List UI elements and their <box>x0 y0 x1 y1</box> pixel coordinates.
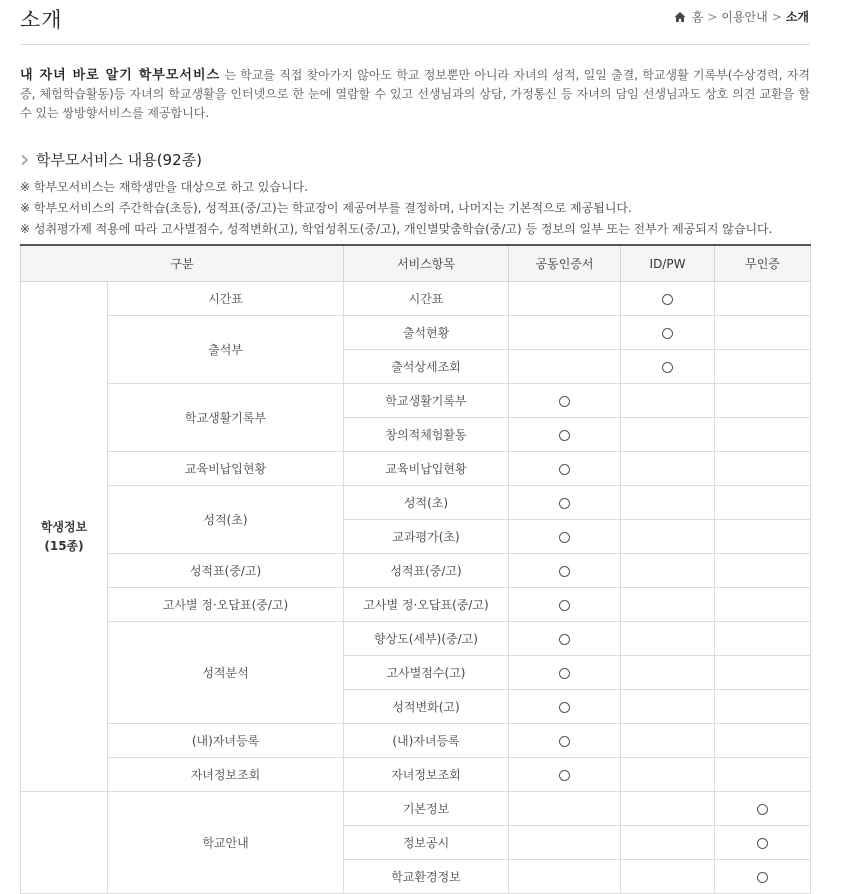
group-cell: 교육비납입현황 <box>108 452 344 486</box>
item-cell: 교육비납입현황 <box>344 452 509 486</box>
available-mark-icon <box>559 736 570 747</box>
idpw-cell <box>621 690 715 724</box>
idpw-cell <box>621 316 715 350</box>
none-cell <box>715 350 811 384</box>
group-cell: 학교안내 <box>108 792 344 894</box>
none-cell <box>715 554 811 588</box>
item-cell: 고사별 정·오답표(중/고) <box>344 588 509 622</box>
cert-cell <box>509 826 621 860</box>
item-cell: 출석현황 <box>344 316 509 350</box>
note-item: ※ 학부모서비스는 재학생만을 대상으로 하고 있습니다. <box>20 180 308 194</box>
available-mark-icon <box>559 634 570 645</box>
header-category: 구분 <box>21 245 344 282</box>
intro-paragraph <box>20 66 810 123</box>
item-cell: 창의적체험활동 <box>344 418 509 452</box>
none-cell <box>715 282 811 316</box>
note-item: ※ 학부모서비스의 주간학습(초등), 성적표(중/고)는 학교장이 제공여부를 결정하며, 나머지는 기본적으로 제공됩니다. <box>20 201 632 215</box>
item-cell: 학교환경정보 <box>344 860 509 894</box>
item-cell: 시간표 <box>344 282 509 316</box>
cert-cell <box>509 350 621 384</box>
idpw-cell <box>621 384 715 418</box>
table-row <box>21 758 811 792</box>
category-cell <box>21 282 108 792</box>
group-cell: 학교생활기록부 <box>108 384 344 452</box>
available-mark-icon <box>559 464 570 475</box>
section-title <box>20 149 202 170</box>
idpw-cell <box>621 656 715 690</box>
none-cell <box>715 656 811 690</box>
available-mark-icon <box>757 804 768 815</box>
section-title-text: 학부모서비스 내용(92종) <box>36 151 202 169</box>
table-row <box>21 452 811 486</box>
cert-cell <box>509 384 621 418</box>
breadcrumb-home[interactable]: 홈 <box>691 10 704 24</box>
page-title: 소개 <box>20 8 63 32</box>
title-divider <box>20 44 810 45</box>
item-cell: (내)자녀등록 <box>344 724 509 758</box>
group-cell: 출석부 <box>108 316 344 384</box>
cert-cell <box>509 690 621 724</box>
table-header-row <box>21 245 811 282</box>
idpw-cell <box>621 520 715 554</box>
idpw-cell <box>621 622 715 656</box>
available-mark-icon <box>559 498 570 509</box>
available-mark-icon <box>662 362 673 373</box>
cert-cell <box>509 724 621 758</box>
intro-text: 는 학교를 직접 찾아가지 않아도 학교 정보뿐만 아니라 자녀의 성적, 일일 출결, 학교생활 기록부(수상경력, 자격증, 체험학습활동)등 자녀의 학교생활을 인터넷으로 한 눈에 열람할 수 있고 선생님과의 상담, 가정통신 등 자녀의 담임 선생님과도 상호 의견 교환을 할 수 있는 쌍방향서비스를 제공합니다. <box>20 68 810 120</box>
service-table <box>20 244 811 894</box>
none-cell <box>715 622 811 656</box>
available-mark-icon <box>662 328 673 339</box>
table-row <box>21 588 811 622</box>
idpw-cell <box>621 486 715 520</box>
item-cell: 기본정보 <box>344 792 509 826</box>
item-cell: 성적(초) <box>344 486 509 520</box>
notes-list <box>20 177 820 240</box>
available-mark-icon <box>757 872 768 883</box>
available-mark-icon <box>559 532 570 543</box>
cert-cell <box>509 452 621 486</box>
none-cell <box>715 826 811 860</box>
intro-bold: 내 자녀 바로 알기 학부모서비스 <box>20 68 221 83</box>
category-count: (15종) <box>44 538 84 553</box>
idpw-cell <box>621 792 715 826</box>
cert-cell <box>509 656 621 690</box>
table-row <box>21 316 811 350</box>
idpw-cell <box>621 860 715 894</box>
category-cell <box>21 792 108 894</box>
item-cell: 정보공시 <box>344 826 509 860</box>
available-mark-icon <box>559 702 570 713</box>
header-item: 서비스항목 <box>344 245 509 282</box>
available-mark-icon <box>559 668 570 679</box>
cert-cell <box>509 860 621 894</box>
table-row <box>21 384 811 418</box>
table-row <box>21 724 811 758</box>
chevron-right-icon: > <box>771 9 782 24</box>
table-row <box>21 792 811 826</box>
cert-cell <box>509 282 621 316</box>
none-cell <box>715 520 811 554</box>
cert-cell <box>509 792 621 826</box>
note-item: ※ 성취평가제 적용에 따라 고사별점수, 성적변화(고), 학업성취도(중/고), 개인별맞춤학습(중/고) 등 정보의 일부 또는 전부가 제공되지 않습니다. <box>20 222 773 236</box>
idpw-cell <box>621 554 715 588</box>
group-cell: 자녀정보조회 <box>108 758 344 792</box>
available-mark-icon <box>559 430 570 441</box>
available-mark-icon <box>559 770 570 781</box>
cert-cell <box>509 520 621 554</box>
table-row <box>21 622 811 656</box>
idpw-cell <box>621 350 715 384</box>
none-cell <box>715 316 811 350</box>
header-idpw: ID/PW <box>621 245 715 282</box>
available-mark-icon <box>559 600 570 611</box>
none-cell <box>715 418 811 452</box>
idpw-cell <box>621 826 715 860</box>
group-cell: 시간표 <box>108 282 344 316</box>
none-cell <box>715 758 811 792</box>
idpw-cell <box>621 418 715 452</box>
idpw-cell <box>621 588 715 622</box>
item-cell: 출석상세조회 <box>344 350 509 384</box>
table-row <box>21 282 811 316</box>
available-mark-icon <box>559 396 570 407</box>
cert-cell <box>509 622 621 656</box>
item-cell: 자녀정보조회 <box>344 758 509 792</box>
group-cell: 고사별 정·오답표(중/고) <box>108 588 344 622</box>
group-cell: 성적표(중/고) <box>108 554 344 588</box>
cert-cell <box>509 554 621 588</box>
group-cell: 성적분석 <box>108 622 344 724</box>
idpw-cell <box>621 724 715 758</box>
cert-cell <box>509 588 621 622</box>
chevron-right-icon: > <box>707 9 718 24</box>
idpw-cell <box>621 452 715 486</box>
table-row <box>21 554 811 588</box>
group-cell: 성적(초) <box>108 486 344 554</box>
item-cell: 고사별점수(고) <box>344 656 509 690</box>
none-cell <box>715 792 811 826</box>
available-mark-icon <box>757 838 768 849</box>
item-cell: 학교생활기록부 <box>344 384 509 418</box>
cert-cell <box>509 316 621 350</box>
idpw-cell <box>621 758 715 792</box>
none-cell <box>715 724 811 758</box>
item-cell: 향상도(세부)(중/고) <box>344 622 509 656</box>
none-cell <box>715 588 811 622</box>
available-mark-icon <box>559 566 570 577</box>
breadcrumb-parent[interactable]: 이용안내 <box>721 10 768 24</box>
header-none: 무인증 <box>715 245 811 282</box>
item-cell: 교과평가(초) <box>344 520 509 554</box>
header-cert: 공동인증서 <box>509 245 621 282</box>
item-cell: 성적변화(고) <box>344 690 509 724</box>
breadcrumb-current: 소개 <box>785 10 809 24</box>
none-cell <box>715 452 811 486</box>
cert-cell <box>509 418 621 452</box>
cert-cell <box>509 758 621 792</box>
cert-cell <box>509 486 621 520</box>
item-cell: 성적표(중/고) <box>344 554 509 588</box>
table-row <box>21 486 811 520</box>
idpw-cell <box>621 282 715 316</box>
none-cell <box>715 690 811 724</box>
category-name: 학생정보 <box>40 519 88 534</box>
chevron-right-icon <box>20 154 30 166</box>
group-cell: (내)자녀등록 <box>108 724 344 758</box>
none-cell <box>715 384 811 418</box>
none-cell <box>715 486 811 520</box>
breadcrumb <box>674 8 809 25</box>
home-icon[interactable] <box>674 11 686 23</box>
available-mark-icon <box>662 294 673 305</box>
none-cell <box>715 860 811 894</box>
